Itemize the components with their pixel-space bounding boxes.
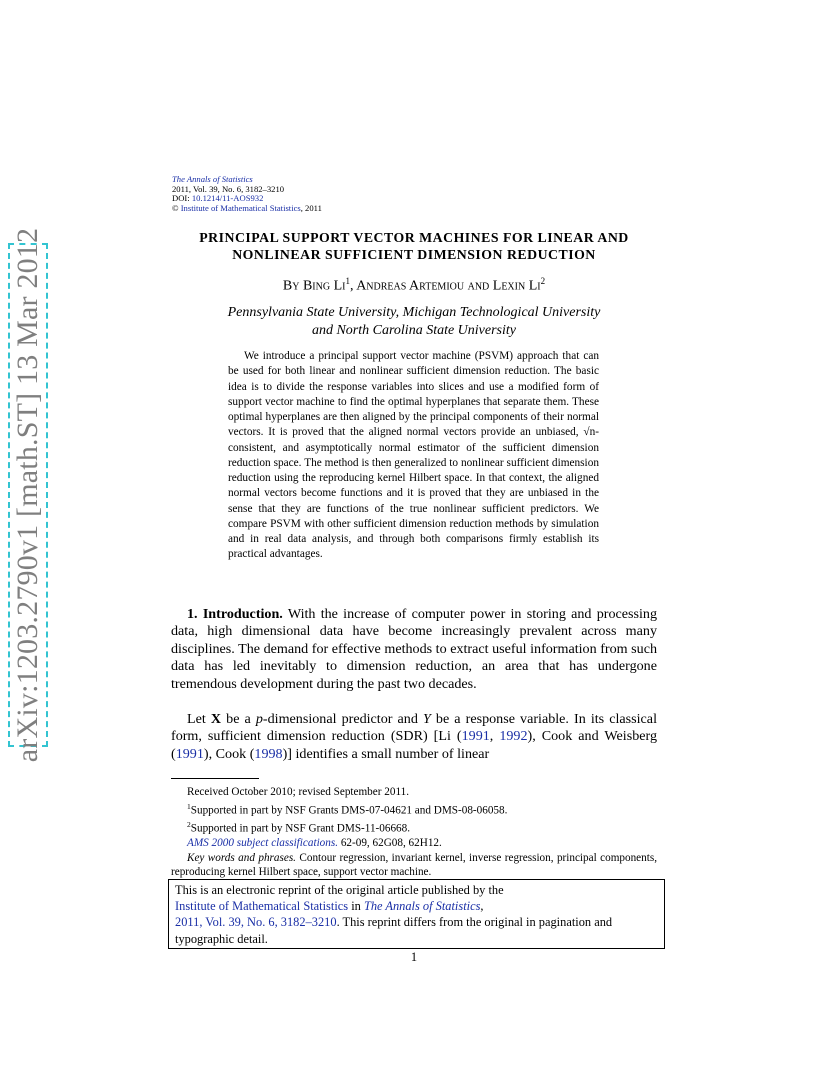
publisher-link[interactable]: Institute of Mathematical Statistics: [180, 202, 301, 213]
authors-and: and: [464, 278, 493, 294]
reprint-publisher-link[interactable]: Institute of Mathematical Statistics: [175, 899, 349, 914]
p2-var-p: p: [255, 711, 263, 727]
reprint-journal-link[interactable]: The Annals of Statistics: [363, 899, 481, 914]
footnote-received: Received October 2010; revised September 2011.: [187, 786, 410, 798]
p2-text-1: Let: [187, 711, 211, 727]
ams-codes: 62-09, 62G08, 62H12.: [338, 837, 442, 850]
footnote-1-text: Supported in part by NSF Grants DMS-07-04621 and DMS-08-06058.: [190, 804, 508, 817]
p2-text-3: -dimensional predictor and: [262, 711, 423, 727]
footnote-2: [171, 818, 657, 836]
authors: [160, 276, 668, 295]
footnote-1: [171, 800, 657, 818]
citation-li-1991[interactable]: 1991: [461, 728, 490, 745]
arxiv-stamp: [8, 227, 48, 763]
paragraph-2: [171, 711, 657, 763]
abstract: [228, 349, 599, 563]
p2-var-x: X: [210, 711, 222, 727]
reprint-notice-box: [168, 879, 665, 949]
journal-volume: 2011, Vol. 39, No. 6, 3182–3210: [172, 183, 285, 194]
author-2: Andreas Artemiou: [356, 278, 465, 294]
keywords-label: Key words and phrases.: [187, 851, 296, 864]
affiliation: [160, 304, 668, 340]
author-1: Bing Li: [302, 278, 346, 294]
citation-cook-weisberg-1991[interactable]: 1991: [175, 745, 204, 762]
journal-header: [172, 175, 322, 213]
keywords-text: Contour regression, invariant kernel, inverse regression, principal components, reproducing kernel Hilbert space, support vector machine.: [171, 851, 657, 879]
citation-li-1992[interactable]: 1992: [499, 728, 528, 745]
page-number: 1: [410, 950, 418, 964]
introduction-text: With the increase of computer power in storing and processing data, high dimensional data have become increasingly prevalent across many disciplines. The demand for effective methods to extract useful information from such data has led inevitably to dimension reduction, an area that has undergone tremendous development during the past two decades.: [171, 606, 658, 692]
footnote-keywords: [171, 851, 657, 880]
author-3-mark: 2: [540, 276, 546, 286]
copyright-symbol: ©: [172, 202, 179, 213]
doi-label: DOI:: [172, 193, 190, 204]
abstract-part-2: -consistent, and asymptotically normal estimator of the sufficient dimension reduction space. The method is then generalized to nonlinear sufficient dimension reduction using the reproducing kernel Hilbert space. In that context, the aligned normal vectors become functions and it is proved that they are unbiased in the sense that they are functions of the true nonlinear sufficient predictors. We compare PSVM with other sufficient dimension reduction methods by simulation and in real data analysis, and through both comparisons firmly establish its practical advantages.: [228, 426, 599, 561]
authors-sep: ,: [349, 278, 357, 294]
author-1-mark: 1: [345, 276, 350, 286]
p2-text-5: ,: [489, 728, 500, 745]
footnote-2-text: Supported in part by NSF Grant DMS-11-06668.: [190, 822, 411, 835]
paper-title: [160, 229, 668, 263]
copyright-year: , 2011: [300, 202, 322, 213]
p2-text-2: be a: [221, 711, 256, 727]
abstract-part-1: We introduce a principal support vector machine (PSVM) approach that can be used for both linear and nonlinear sufficient dimension reduction. The basic idea is to divide the response variables into slices and use a modified form of support vector machine to find the optimal hyperplanes that separate them. These optimal hyperplanes are then aligned by the principal components of their normal vectors. It is proved that the aligned normal vectors provide an unbiased,: [228, 350, 599, 439]
affiliation-line-1: Pennsylvania State University, Michigan Technological University: [227, 305, 601, 320]
footnote-1-mark: 1: [187, 801, 191, 811]
footnotes: [171, 785, 657, 880]
p2-text-4: be a response variable. In its classical form, sufficient dimension reduction (SDR) [Li (: [171, 711, 657, 745]
footnote-ams: [171, 836, 657, 851]
authors-prefix: By: [282, 278, 303, 294]
doi-link[interactable]: 10.1214/11-AOS932: [191, 193, 264, 204]
reprint-citation-link[interactable]: 2011, Vol. 39, No. 6, 3182–3210: [175, 915, 337, 930]
footnote-rule: [171, 778, 259, 779]
reprint-text-2: . This reprint differs from the original in pagination and typographic detail.: [175, 915, 613, 946]
introduction-heading: 1. Introduction.: [187, 606, 283, 622]
introduction-paragraph: [171, 606, 657, 693]
p2-text-7: ), Cook (: [203, 745, 255, 762]
journal-copyright: [172, 204, 322, 214]
affiliation-line-2: and North Carolina State University: [311, 323, 517, 338]
title-line-2: NONLINEAR SUFFICIENT DIMENSION REDUCTION: [232, 247, 596, 262]
p2-text-6: ), Cook and Weisberg (: [171, 728, 657, 762]
abstract-sqrt-n: √n: [583, 426, 596, 439]
journal-name[interactable]: The Annals of Statistics: [172, 174, 253, 184]
author-3: Lexin Li: [492, 278, 541, 294]
citation-cook-1998[interactable]: 1998: [254, 745, 283, 762]
arxiv-stamp-text: arXiv:1203.2790v1 [math.ST] 13 Mar 2012: [11, 227, 44, 763]
title-line-1: PRINCIPAL SUPPORT VECTOR MACHINES FOR LINEAR AND: [199, 230, 629, 245]
p2-text-8: )] identifies a small number of linear: [282, 745, 490, 762]
p2-var-y: Y: [422, 711, 431, 727]
reprint-comma: ,: [480, 899, 484, 914]
reprint-text-1: This is an electronic reprint of the original article published by the: [175, 883, 504, 897]
footnote-2-mark: 2: [187, 819, 191, 829]
reprint-in: in: [348, 899, 364, 914]
ams-link[interactable]: AMS 2000 subject classifications.: [187, 837, 339, 850]
